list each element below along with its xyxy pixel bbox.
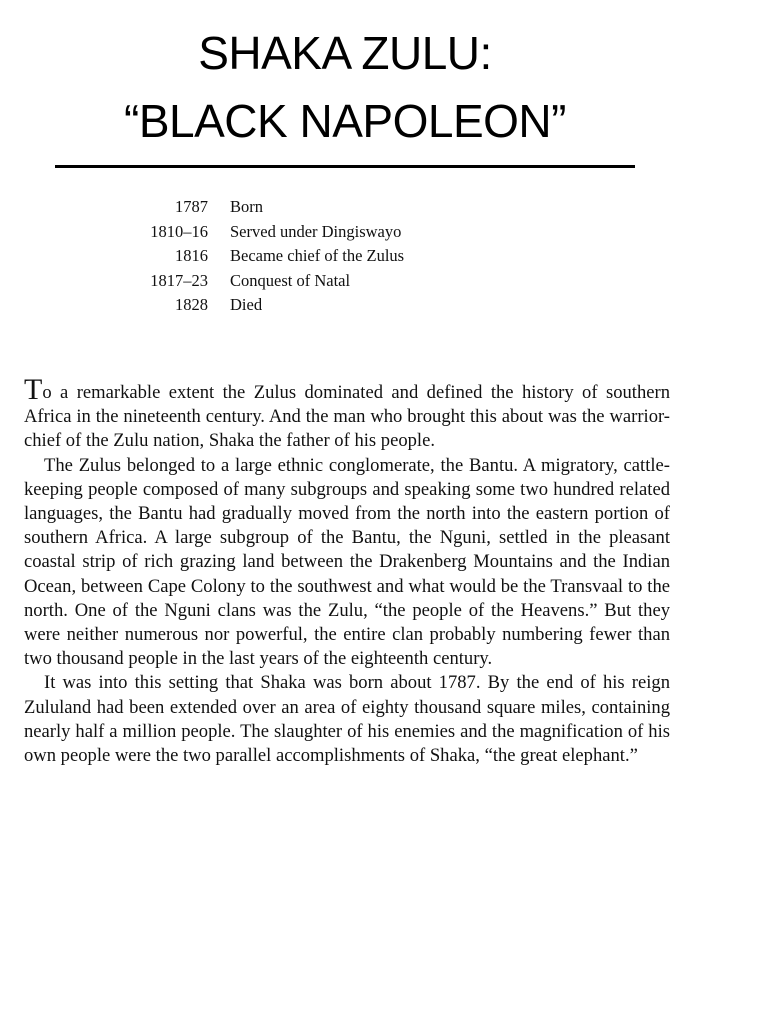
timeline-year: 1817–23	[150, 270, 208, 290]
timeline-event: Born	[230, 197, 263, 217]
timeline-year: 1787	[175, 197, 208, 217]
timeline-row	[140, 293, 540, 318]
timeline-year: 1828	[175, 295, 208, 315]
initial-letter: T	[24, 373, 43, 406]
timeline-year: 1816	[175, 246, 208, 266]
title-divider	[55, 165, 635, 168]
chapter-title-line-1: SHAKA ZULU:	[198, 27, 492, 79]
timeline-row	[140, 220, 540, 245]
paragraph-1	[24, 373, 670, 454]
timeline-row	[140, 195, 540, 220]
timeline	[140, 195, 540, 318]
timeline-row	[140, 269, 540, 294]
paragraph-1-text: o a remarkable extent the Zulus dominated and defined the history of southern Africa in the nineteenth century. And the man who brought this about was the warrior-chief of the Zulu nation, Shaka the father of his people.	[24, 382, 670, 452]
paragraph-2: The Zulus belonged to a large ethnic conglomerate, the Bantu. A migratory, cattle-keeping people composed of many subgroups and speaking some two hundred related languages, the Bantu had gradually moved from the north into the eastern portion of southern Africa. A large subgroup of the Bantu, the Nguni, settled in the pleasant coastal strip of rich grazing land between the Drakenberg Mountains and the Indian Ocean, between Cape Colony to the southwest and what would be the Transvaal to the north. One of the Nguni clans was the Zulu, “the people of the Heavens.” But they were neither numerous nor powerful, the entire clan probably numbering fewer than two thousand people in the last years of the eighteenth century.	[24, 454, 670, 670]
paragraph-3: It was into this setting that Shaka was born about 1787. By the end of his reign Zululand had been extended over an area of eighty thousand square miles, containing nearly half a million people. The slaughter of his enemies and the magnification of his own people were the two parallel accomplishments of Shaka, “the great elephant.”	[24, 672, 670, 767]
timeline-row	[140, 244, 540, 269]
timeline-event: Died	[230, 295, 263, 315]
chapter-title-line-2: “BLACK NAPOLEON”	[124, 95, 566, 147]
timeline-event: Conquest of Natal	[230, 270, 351, 290]
body-text	[24, 373, 670, 768]
timeline-event: Served under Dingiswayo	[230, 221, 402, 241]
timeline-year: 1810–16	[150, 221, 208, 241]
timeline-event: Became chief of the Zulus	[230, 246, 405, 266]
